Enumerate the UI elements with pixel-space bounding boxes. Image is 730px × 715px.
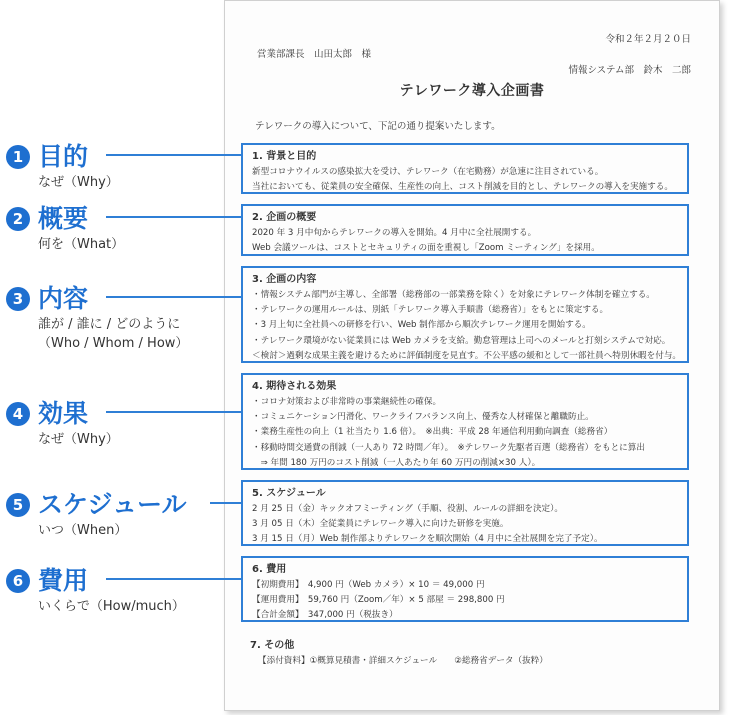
label-title: 概要 (38, 204, 89, 233)
document-title: テレワーク導入企画書 (399, 83, 545, 99)
label-subtitle: なぜ（Why） (38, 432, 119, 447)
number-badge: 3 (6, 287, 30, 311)
section-cost (241, 556, 689, 622)
section-overview (241, 204, 689, 256)
label-title: 内容 (38, 284, 89, 313)
section-line: 【初期費用】 4,900 円（Web カメラ）× 10 ＝ 49,000 円 (252, 580, 485, 590)
section-heading: 1. 背景と目的 (252, 151, 317, 162)
connector-line (106, 296, 242, 298)
label-subtitle: （Who / Whom / How） (38, 336, 189, 351)
connector-line (106, 154, 242, 156)
section-line: Web 会議ツールは、コストとセキュリティの面を重視し「Zoom ミーティング」を採用。 (252, 243, 600, 254)
number-badge: 6 (6, 569, 30, 593)
connector-line (106, 216, 242, 218)
section-line: 3 月 15 日（月）Web 制作部よりテレワークを順次開始（4 月中に全社展開を完了予定）。 (252, 534, 603, 545)
section-heading: 2. 企画の概要 (252, 212, 317, 223)
section-line: ・情報システム部門が主導し、全部署（総務部の一部業務を除く）を対象にテレワーク体制を確立する。 (252, 290, 655, 300)
number-badge: 4 (6, 402, 30, 426)
section-content (241, 266, 689, 363)
section-line: 3 月 05 日（木）全従業員にテレワーク導入に向けた研修を実施。 (252, 519, 509, 530)
section-line: ＜検討＞過剰な成果主義を避けるために評価制度を見直す。不公平感の緩和として一部社員へ特別休暇を付与。 (252, 350, 682, 361)
section-line: ・コロナ対策および非常時の事業継続性の確保。 (252, 397, 442, 407)
section-heading: 6. 費用 (252, 564, 287, 575)
label-subtitle: いつ（When） (38, 523, 128, 538)
document-page (224, 0, 720, 711)
document-intro: テレワークの導入について、下記の通り提案いたします。 (255, 121, 501, 132)
document-date: 令和２年２月２０日 (605, 34, 691, 45)
section-line: 【添付資料】①概算見積書・詳細スケジュール ②総務省データ（抜粋） (258, 656, 548, 666)
label-title: 効果 (38, 399, 89, 428)
section-heading: 5. スケジュール (252, 488, 326, 499)
label-subtitle: 誰が / 誰に / どのように (38, 317, 181, 332)
section-background (241, 143, 689, 194)
section-heading: 3. 企画の内容 (252, 274, 317, 285)
section-line: 【運用費用】 59,760 円（Zoom／年）× 5 部屋 ＝ 298,800 円 (252, 595, 505, 606)
connector-line (106, 411, 242, 413)
section-line: ・テレワークの運用ルールは、別紙「テレワーク導入手順書（総務省）」をもとに策定する。 (252, 305, 609, 316)
section-line: ・3 月上旬に全社員への研修を行い、Web 制作部から順次テレワーク運用を開始する。 (252, 320, 591, 331)
label-title: 目的 (38, 142, 89, 171)
section-heading: 7. その他 (250, 640, 295, 651)
number-badge: 5 (6, 493, 30, 517)
section-line: ・業務生産性の向上（1 社当たり 1.6 倍）。 ※出典：平成 28 年通信利用動向調査（総務省） (252, 427, 613, 438)
section-heading: 4. 期待される効果 (252, 381, 337, 392)
section-line: 2020 年 3 月中旬からテレワークの導入を開始。4 月中に全社展開する。 (252, 228, 537, 238)
label-subtitle: 何を（What） (38, 237, 125, 252)
section-schedule (241, 480, 689, 546)
section-line: ・移動時間交通費の削減（一人あり 72 時間／年）。 ※テレワーク先駆者百選（総務省）をもとに算出 (252, 442, 645, 453)
label-title: スケジュール (38, 490, 187, 519)
section-line: 新型コロナウイルスの感染拡大を受け、テレワーク（在宅勤務）が急速に注目されている。 (252, 167, 604, 177)
section-line: ・コミュニケーション円滑化、ワークライフバランス向上、優秀な人材確保と離職防止。 (252, 412, 594, 423)
section-effects (241, 373, 689, 470)
label-title: 費用 (38, 566, 89, 595)
section-line: 【合計金額】 347,000 円（税抜き） (252, 610, 398, 621)
section-other (250, 637, 548, 669)
document-sender: 情報システム部 鈴木 二郎 (568, 65, 691, 76)
section-line: 2 月 25 日（金）キックオフミーティング（手順、役割、ルールの詳細を決定）。 (252, 504, 564, 514)
section-line: ⇒ 年間 180 万円のコスト削減（一人あたり年 60 万円の削減×30 人）。 (252, 457, 541, 468)
number-badge: 1 (6, 145, 30, 169)
number-badge: 2 (6, 207, 30, 231)
label-subtitle: いくらで（How/much） (38, 599, 185, 614)
connector-line (106, 578, 242, 580)
connector-line (210, 502, 242, 504)
section-line: ・テレワーク環境がない従業員には Web カメラを支給。勤怠管理は上司へのメールと打刻システムで対応。 (252, 335, 671, 346)
label-subtitle: なぜ（Why） (38, 175, 119, 190)
document-recipient: 営業部課長 山田太郎 様 (257, 49, 372, 60)
section-line: 当社においても、従業員の安全確保、生産性の向上、コスト削減を目的とし、テレワークの導入を実施する。 (252, 182, 673, 193)
